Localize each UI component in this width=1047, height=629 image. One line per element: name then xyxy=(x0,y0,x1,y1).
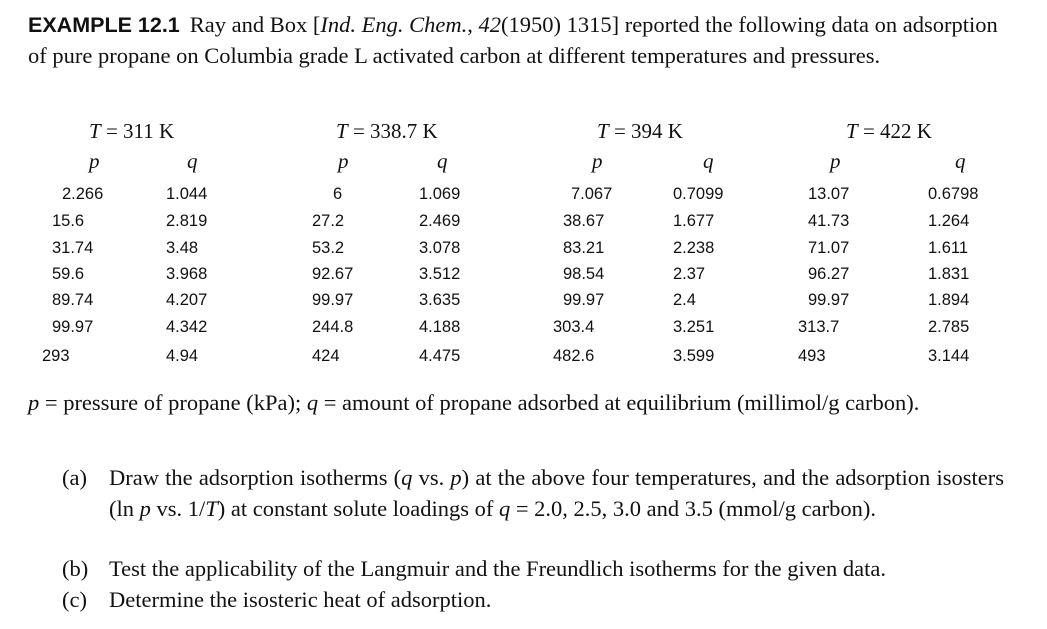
table-cell: 59.6 xyxy=(52,265,85,283)
table-cell: 4.188 xyxy=(419,318,461,336)
example-sep: , xyxy=(467,12,479,37)
question-letter: (b) xyxy=(62,556,89,581)
table-cell: 1.831 xyxy=(928,265,970,283)
variable-definitions xyxy=(28,388,1013,419)
example-text: (1950) 1315] reported the following data on adsorption of pure propane on Columbia grade L activated carbon at different temperatures and pressures. xyxy=(28,12,998,68)
table-cell: 99.97 xyxy=(312,291,354,309)
q-column-header: q xyxy=(437,149,448,173)
temp-value: = 394 K xyxy=(608,119,683,143)
table-cell: 493 xyxy=(798,347,826,365)
question-letter: (a) xyxy=(62,465,87,490)
q-a-v4: T xyxy=(205,495,218,521)
question-text: Test the applicability of the Langmuir and the Freundlich isotherms for the given data. xyxy=(109,556,886,581)
example-journal: Ind. Eng. Chem. xyxy=(320,12,468,37)
temp-header-2 xyxy=(336,119,438,144)
temp-value: = 422 K xyxy=(857,119,932,143)
table-cell: 3.144 xyxy=(928,347,970,365)
table-cell: 99.97 xyxy=(808,291,850,309)
question-b xyxy=(62,554,1012,584)
table-cell: 71.07 xyxy=(808,239,850,257)
q-a-t5: ) at constant solute loadings of xyxy=(217,495,499,521)
table-cell: 15.6 xyxy=(52,212,85,230)
p-column-header: p xyxy=(592,149,603,173)
table-cell: 92.67 xyxy=(312,265,354,283)
question-text: Determine the isosteric heat of adsorption. xyxy=(109,587,492,612)
question-c xyxy=(62,585,1012,615)
table-cell: 3.078 xyxy=(419,239,461,257)
table-cell: 1.677 xyxy=(673,212,715,230)
question-letter: (c) xyxy=(62,587,87,612)
q-a-v3: p xyxy=(139,495,151,521)
table-cell: 4.207 xyxy=(166,291,208,309)
table-cell: 2.819 xyxy=(166,212,208,230)
table-cell: 41.73 xyxy=(808,212,850,230)
q-a-v5: q xyxy=(498,495,511,521)
table-cell: 38.67 xyxy=(563,212,605,230)
table-cell: 0.6798 xyxy=(928,185,979,203)
table-cell: 98.54 xyxy=(563,265,605,283)
table-cell: 3.512 xyxy=(419,265,461,283)
table-cell: 0.7099 xyxy=(673,185,724,203)
table-cell: 2.785 xyxy=(928,318,970,336)
table-cell: 1.894 xyxy=(928,291,970,309)
q-a-t1: Draw the adsorption isotherms ( xyxy=(109,465,402,490)
table-cell: 1.069 xyxy=(419,185,461,203)
p-var: p xyxy=(28,390,40,415)
q-definition: = amount of propane adsorbed at equilibrium (millimol/g carbon). xyxy=(318,390,920,415)
question-a xyxy=(62,463,1012,555)
q-column-header: q xyxy=(703,149,714,173)
table-cell: 2.266 xyxy=(62,185,104,203)
q-column-header: q xyxy=(955,149,966,173)
q-a-v1: q xyxy=(401,465,413,490)
example-authors: Ray and Box [ xyxy=(189,12,321,37)
table-cell: 244.8 xyxy=(312,318,354,336)
table-cell: 13.07 xyxy=(808,185,850,203)
table-cell: 482.6 xyxy=(553,347,595,365)
table-cell: 83.21 xyxy=(563,239,605,257)
table-cell: 31.74 xyxy=(52,239,94,257)
temp-value: = 311 K xyxy=(100,119,175,143)
p-column-header: p xyxy=(89,149,100,173)
p-column-header: p xyxy=(830,149,841,173)
table-cell: 4.342 xyxy=(166,318,208,336)
table-cell: 27.2 xyxy=(312,212,345,230)
q-column-header: q xyxy=(187,149,198,173)
temp-var: T xyxy=(846,119,858,143)
p-definition: = pressure of propane (kPa); xyxy=(39,390,307,415)
q-a-t2: vs. xyxy=(412,465,451,490)
table-cell: 2.238 xyxy=(673,239,715,257)
q-a-t3: ) at the above four temperatures, and the adsorption isosters (ln xyxy=(109,465,1004,521)
table-cell: 2.4 xyxy=(673,291,696,309)
q-a-t4: vs. 1/ xyxy=(150,495,206,521)
table-cell: 303.4 xyxy=(553,318,595,336)
table-cell: 89.74 xyxy=(52,291,94,309)
temp-value: = 338.7 K xyxy=(347,119,438,143)
example-volume: 42 xyxy=(478,12,501,37)
q-var: q xyxy=(306,390,319,415)
table-cell: 424 xyxy=(312,347,340,365)
table-cell: 1.264 xyxy=(928,212,970,230)
table-cell: 3.635 xyxy=(419,291,461,309)
temp-var: T xyxy=(336,119,348,143)
table-cell: 99.97 xyxy=(563,291,605,309)
table-cell: 2.469 xyxy=(419,212,461,230)
table-cell: 3.968 xyxy=(166,265,208,283)
p-column-header: p xyxy=(338,149,349,173)
q-a-v2: p xyxy=(450,465,462,490)
table-cell: 4.475 xyxy=(419,347,461,365)
table-cell: 1.044 xyxy=(166,185,208,203)
table-cell: 7.067 xyxy=(571,185,613,203)
table-cell: 1.611 xyxy=(928,239,969,257)
example-intro xyxy=(28,10,1018,71)
table-cell: 99.97 xyxy=(52,318,94,336)
temp-var: T xyxy=(597,119,609,143)
q-a-t6: = 2.0, 2.5, 3.0 and 3.5 (mmol/g carbon). xyxy=(510,495,876,521)
table-cell: 313.7 xyxy=(798,318,840,336)
temp-header-3 xyxy=(597,119,683,144)
table-cell: 6 xyxy=(333,185,343,203)
table-cell: 4.94 xyxy=(166,347,199,365)
temp-var: T xyxy=(89,119,101,143)
table-cell: 3.599 xyxy=(673,347,715,365)
table-cell: 53.2 xyxy=(312,239,345,257)
table-cell: 3.48 xyxy=(166,239,199,257)
question-text xyxy=(109,463,1004,524)
temp-header-1 xyxy=(89,119,174,144)
temp-header-4 xyxy=(846,119,932,144)
table-cell: 3.251 xyxy=(673,318,715,336)
example-label: EXAMPLE 12.1 xyxy=(28,13,180,37)
table-cell: 2.37 xyxy=(673,265,706,283)
table-cell: 96.27 xyxy=(808,265,850,283)
table-cell: 293 xyxy=(42,347,70,365)
